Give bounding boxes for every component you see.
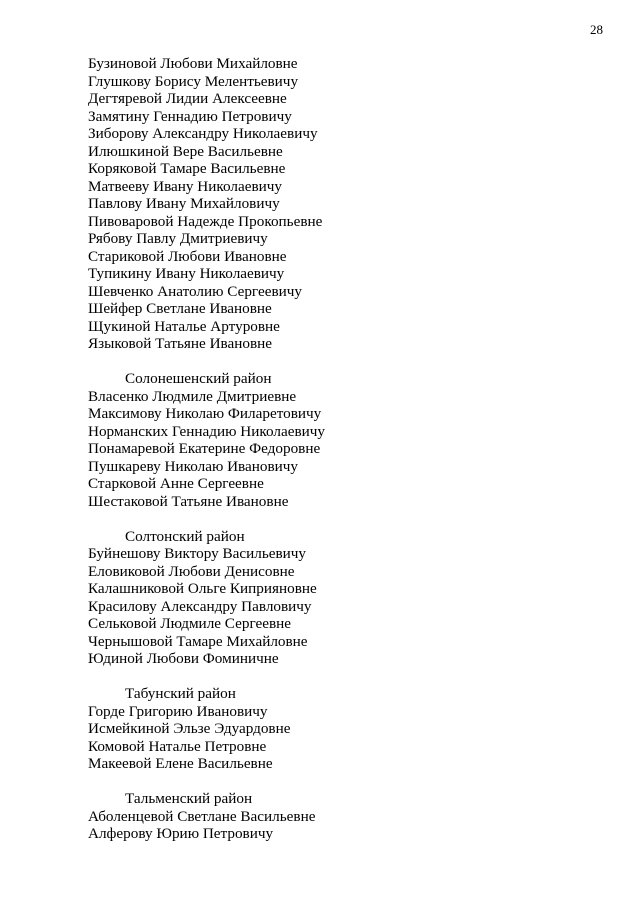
list-item: Языковой Татьяне Ивановне [88, 335, 273, 352]
list-item: Норманских Геннадию Николаевичу [88, 422, 325, 440]
list-item: Рябову Павлу Дмитриевичу [88, 230, 268, 247]
list-item: Сельковой Людмиле Сергеевне [88, 615, 292, 632]
list-item: Замятину Геннадию Петровичу [88, 107, 292, 125]
district-heading: Тальменский район [125, 790, 253, 807]
list-item: Глушкову Борису Мелентьевичу [88, 72, 299, 90]
list-item: Калашниковой Ольге Киприяновне [88, 580, 317, 597]
list-item: Зиборову Александру Николаевичу [88, 125, 318, 142]
list-item: Илюшкиной Вере Васильевне [88, 142, 283, 160]
list-item: Еловиковой Любови Денисовне [88, 562, 295, 580]
district-heading: Солонешенский район [125, 370, 272, 387]
document-body [88, 55, 608, 843]
list-item: Павлову Ивану Михайловичу [88, 195, 280, 212]
list-item: Шевченко Анатолию Сергеевичу [88, 282, 302, 300]
list-item: Аболенцевой Светлане Васильевне [88, 807, 316, 825]
list-item: Комовой Наталье Петровне [88, 737, 267, 755]
list-item: Тупикину Ивану Николаевичу [88, 265, 285, 282]
list-item: Пушкареву Николаю Ивановичу [88, 457, 299, 475]
district-section-talmenka [88, 790, 608, 843]
district-section-tabuny [88, 685, 608, 773]
list-item: Пивоваровой Надежде Прокопьевне [88, 212, 323, 230]
list-item: Красилову Александру Павловичу [88, 597, 312, 615]
list-item: Коряковой Тамаре Васильевне [88, 160, 286, 177]
list-item: Алферову Юрию Петровичу [88, 825, 274, 842]
district-section-solton [88, 528, 608, 668]
list-item: Чернышовой Тамаре Михайловне [88, 632, 308, 650]
list-item: Буйнешову Виктору Васильевичу [88, 545, 307, 562]
list-item: Старковой Анне Сергеевне [88, 475, 264, 492]
list-item: Матвееву Ивану Николаевичу [88, 177, 282, 195]
list-item: Дегтяревой Лидии Алексеевне [88, 90, 287, 107]
list-item: Горде Григорию Ивановичу [88, 702, 268, 720]
district-heading: Солтонский район [125, 527, 245, 545]
list-item: Шестаковой Татьяне Ивановне [88, 492, 289, 510]
list-item: Исмейкиной Эльзе Эдуардовне [88, 720, 291, 737]
list-item: Максимову Николаю Филаретовичу [88, 405, 322, 422]
district-heading: Табунский район [125, 685, 236, 702]
list-item: Щукиной Наталье Артуровне [88, 317, 280, 335]
list-item: Понамаревой Екатерине Федоровне [88, 440, 321, 457]
list-item: Бузиновой Любови Михайловне [88, 55, 298, 72]
district-section-solonesh [88, 370, 608, 510]
list-item: Стариковой Любови Ивановне [88, 247, 287, 265]
intro-name-list [88, 55, 608, 353]
page-number: 28 [590, 22, 603, 37]
list-item: Юдиной Любови Фоминичне [88, 650, 279, 667]
list-item: Шейфер Светлане Ивановне [88, 300, 272, 317]
list-item: Власенко Людмиле Дмитриевне [88, 387, 297, 405]
list-item: Макеевой Елене Васильевне [88, 755, 273, 772]
